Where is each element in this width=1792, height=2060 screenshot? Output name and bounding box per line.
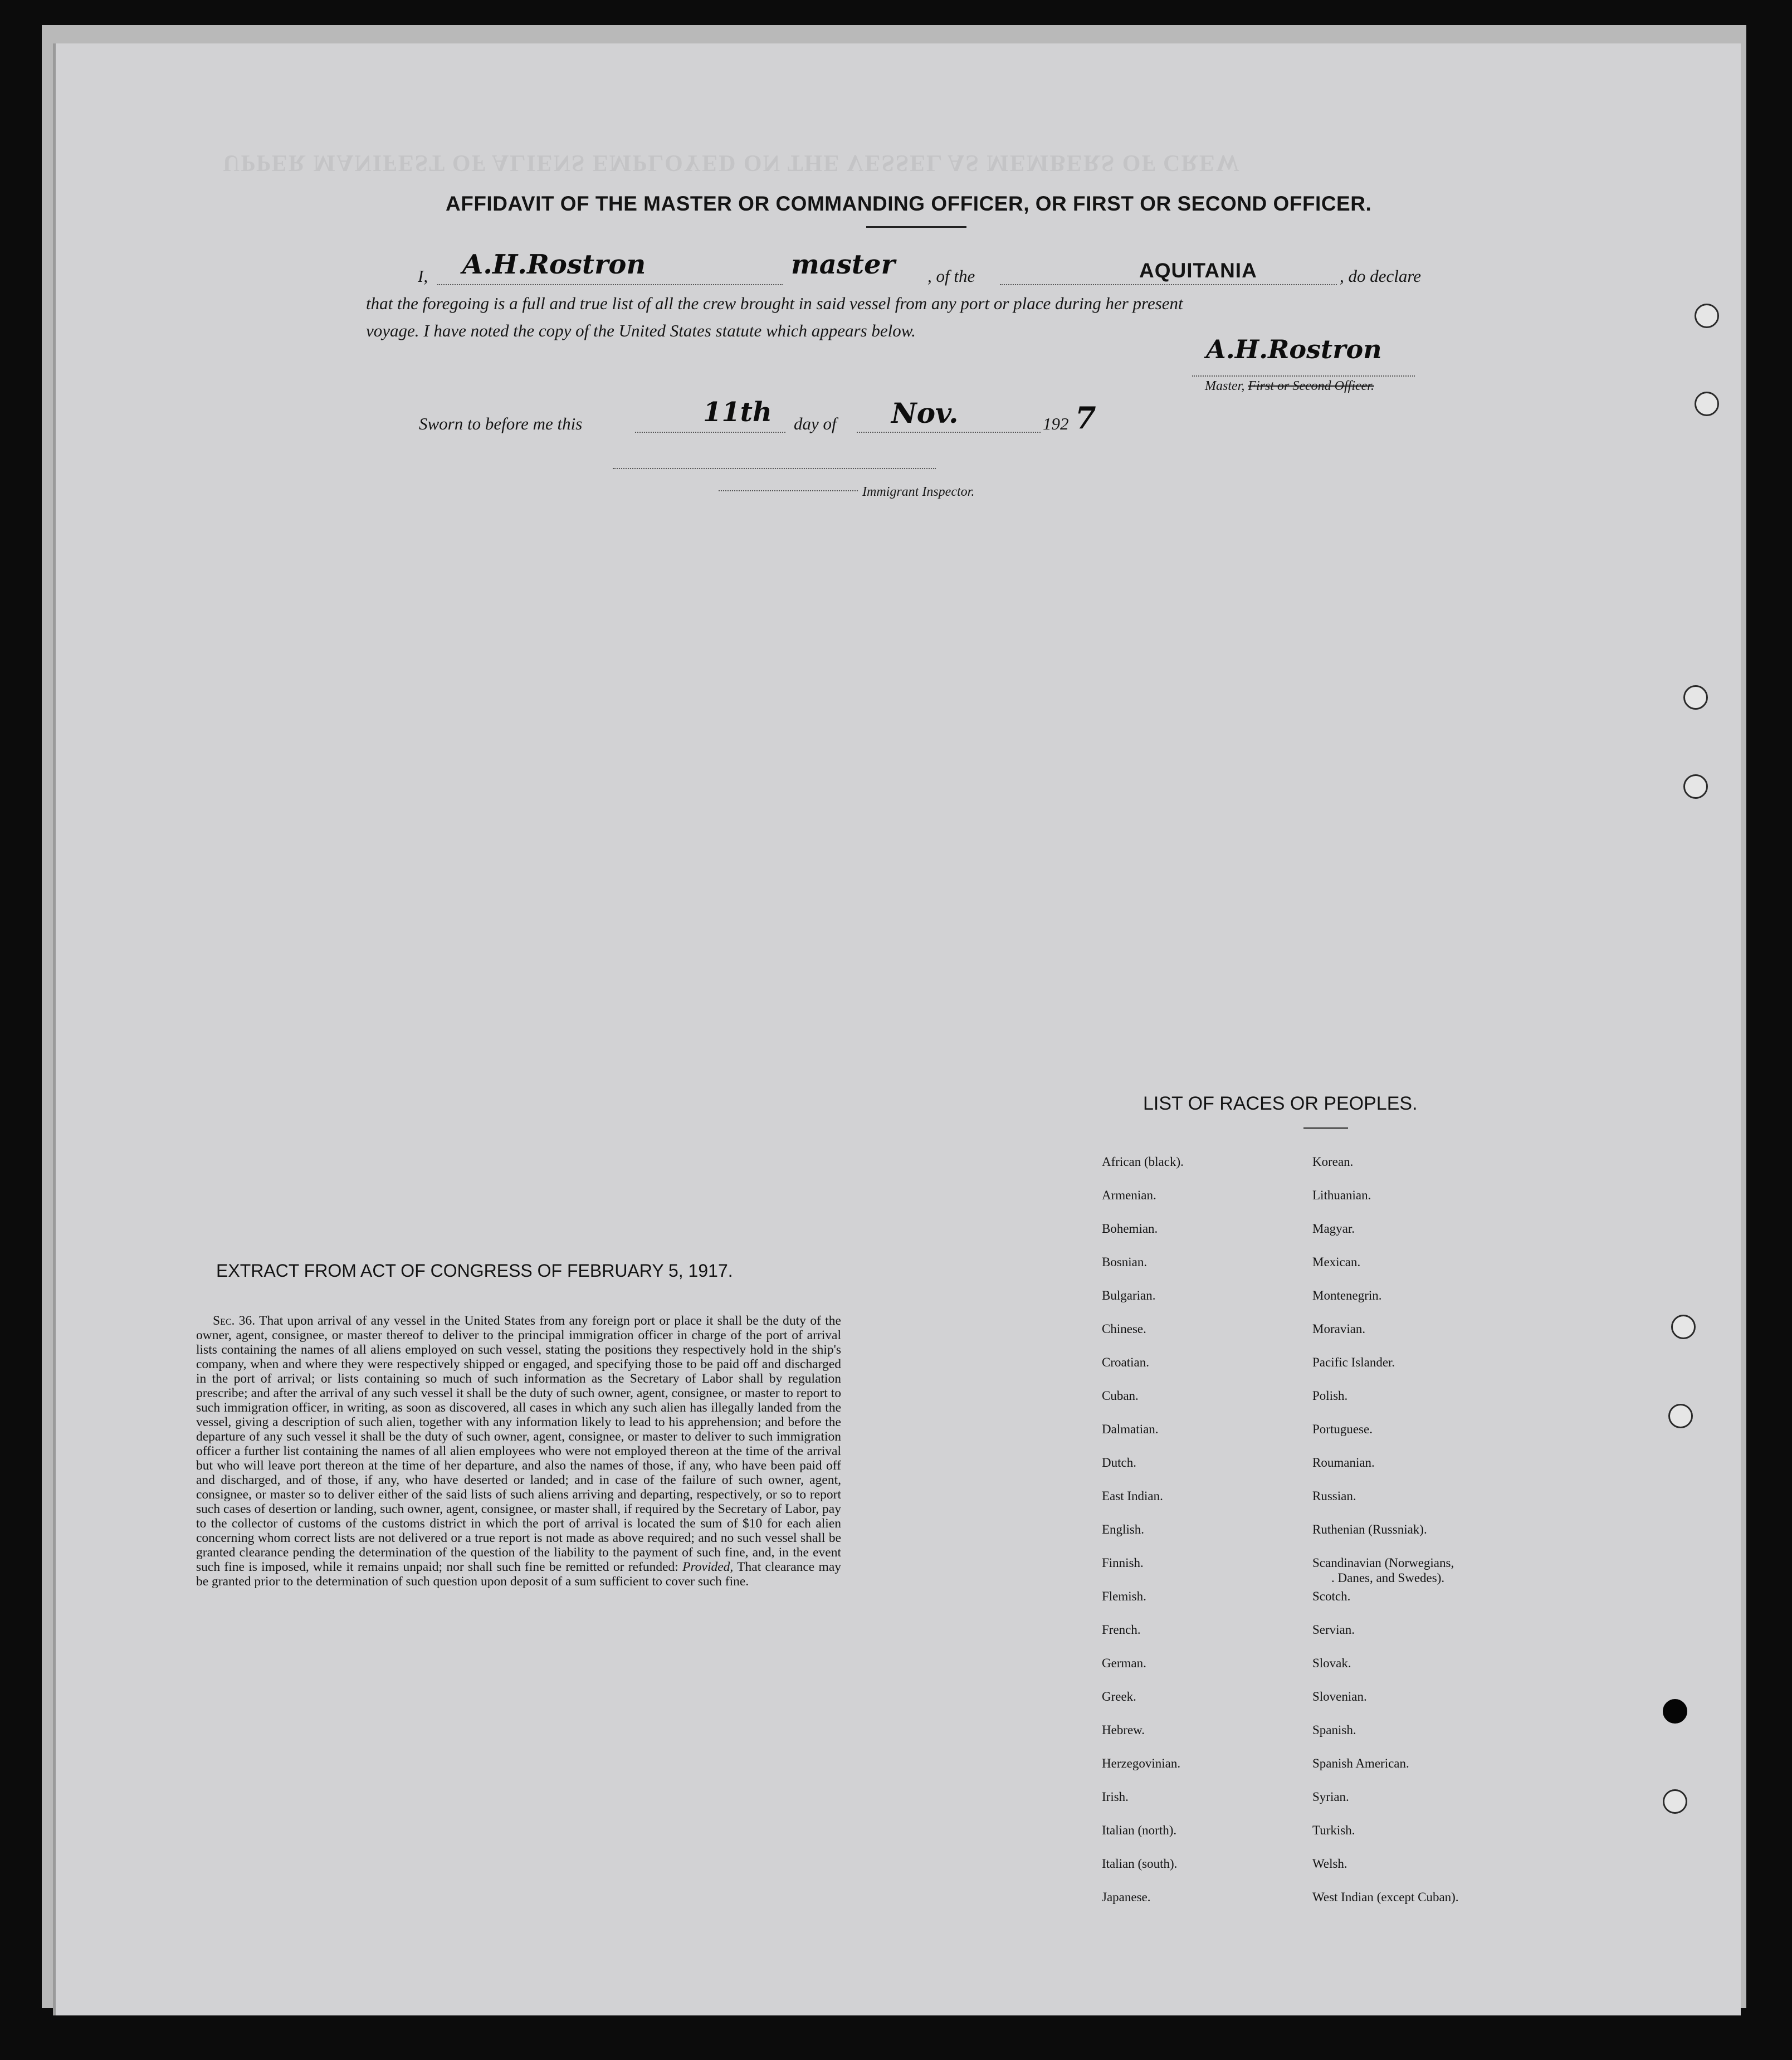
sworn-month-line <box>857 431 1041 433</box>
race-item: Ruthenian (Russniak). <box>1312 1522 1427 1536</box>
signature-caption <box>1205 379 1374 394</box>
name-fill-line <box>437 283 783 285</box>
race-item: Bulgarian. <box>1102 1288 1156 1302</box>
race-item: Armenian. <box>1102 1188 1156 1202</box>
sworn-day-line <box>635 431 785 433</box>
race-item: French. <box>1102 1623 1141 1637</box>
race-item: Roumanian. <box>1312 1456 1375 1470</box>
handwritten-year-digit: 7 <box>1075 400 1096 436</box>
race-item: Scandinavian (Norwegians, <box>1312 1556 1454 1570</box>
inspector-caption: Immigrant Inspector. <box>862 485 975 499</box>
race-item: Italian (north). <box>1102 1823 1177 1837</box>
bleed-through-text: UPPER MANIFEST OF ALIENS EMPLOYED ON THE VESSEL AS MEMBERS OF CREW <box>223 150 1241 175</box>
race-item: Mexican. <box>1312 1255 1361 1269</box>
race-item: Chinese. <box>1102 1322 1146 1336</box>
ship-fill-line <box>1000 283 1337 285</box>
extract-body <box>196 1314 841 1589</box>
affidavit-line3: voyage. I have noted the copy of the United States statute which appears below. <box>366 321 916 340</box>
race-item: Japanese. <box>1102 1890 1151 1904</box>
race-item: German. <box>1102 1656 1146 1670</box>
extract-body-part1: That upon arrival of any vessel in the United States from any foreign port or place it shall be the duty of the owner, agent, consignee, or master thereof to deliver to the principal immigration officer in charge of the port of arrival lists containing the names of all aliens employed on such vessel, stating the positions they respectively hold in the ship's company, when and where they were respectively shipped or engaged, and specifying those to be paid off and discharged in the port of arrival; or lists containing so much of such information as the Secretary of Labor shall by regulation prescribe; and after the arrival of any such vessel it shall be the duty of such owner, agent, consignee, or master to report to such immigration officer, in writing, as soon as discovered, all cases in which any such alien has illegally landed from the vessel, giving a description of such alien, together with any information likely to lead to his apprehension; and before the departure of any such vessel it shall be the duty of such owner, agent, consignee, or master to deliver to such immigration officer a further list containing the names of all alien employees who were not employed thereon at the time of the arrival but who will leave port thereon at the time of her departure, and also the names of those, if any, who have been paid off and discharged, and of those, if any, who have deserted or landed; and in case of the failure of such owner, agent, consignee, or master so to deliver either of the said lists of such aliens arriving and departing, respectively, or so to report such cases of desertion or landing, such owner, agent, consignee, or master shall, if required by the Secretary of Labor, pay to the collector of customs of the customs district in which the port of arrival is located the sum of $10 for each alien concerning whom correct lists are not delivered or a true report is not made as above required; and no such vessel shall be granted clearance pending the determination of the question of the liability to the payment of such fine, and, in the event such fine is imposed, while it remains unpaid; nor shall such fine be remitted or refunded: <box>196 1314 841 1574</box>
affidavit-title: AFFIDAVIT OF THE MASTER OR COMMANDING OFFICER, OR FIRST OR SECOND OFFICER. <box>446 192 1372 215</box>
struck-officer-caption: First or Second Officer. <box>1248 379 1374 393</box>
punch-hole <box>1663 1789 1687 1814</box>
race-item: Irish. <box>1102 1790 1129 1804</box>
of-the-label: , of the <box>927 266 975 286</box>
title-underline <box>866 226 966 228</box>
races-title-underline <box>1303 1127 1348 1129</box>
race-item: Magyar. <box>1312 1222 1355 1236</box>
handwritten-rank: master <box>791 249 895 280</box>
day-of-label: day of <box>794 414 837 433</box>
race-item: Bosnian. <box>1102 1255 1148 1269</box>
race-item: Cuban. <box>1102 1389 1139 1403</box>
race-item: Greek. <box>1102 1690 1136 1703</box>
handwritten-day: 11th <box>703 397 772 428</box>
inspector-line-2 <box>719 489 858 491</box>
race-item: Russian. <box>1312 1489 1356 1503</box>
punch-hole <box>1683 685 1708 710</box>
punch-hole <box>1671 1315 1696 1339</box>
race-item: Bohemian. <box>1102 1222 1158 1236</box>
race-item: West Indian (except Cuban). <box>1312 1890 1459 1904</box>
race-item: Montenegrin. <box>1312 1288 1382 1302</box>
inspector-line-1 <box>613 467 936 469</box>
race-item: Herzegovinian. <box>1102 1756 1181 1770</box>
master-caption: Master, <box>1205 379 1245 393</box>
race-item: Dalmatian. <box>1102 1422 1159 1436</box>
ship-name: AQUITANIA <box>1139 259 1257 282</box>
affidavit-line2: that the foregoing is a full and true list of all the crew brought in said vessel from any port or place during her present <box>366 294 1183 313</box>
punch-hole <box>1683 774 1708 799</box>
race-item: Spanish. <box>1312 1723 1356 1737</box>
race-item: Dutch. <box>1102 1456 1136 1470</box>
race-item: Scotch. <box>1312 1589 1351 1603</box>
race-item: Polish. <box>1312 1389 1348 1403</box>
race-item: Lithuanian. <box>1312 1188 1371 1202</box>
punch-hole <box>1695 392 1719 416</box>
race-item: Spanish American. <box>1312 1756 1409 1770</box>
punch-hole <box>1668 1404 1693 1428</box>
race-item: Welsh. <box>1312 1857 1347 1871</box>
year-prefix: 192 <box>1043 414 1069 433</box>
race-item: Korean. <box>1312 1155 1354 1169</box>
race-item: Turkish. <box>1312 1823 1355 1837</box>
race-item: Hebrew. <box>1102 1723 1145 1737</box>
section-label: Sec. 36. <box>213 1314 256 1328</box>
races-title: LIST OF RACES OR PEOPLES. <box>1143 1093 1418 1114</box>
master-signature: A.H.Rostron <box>1206 334 1382 364</box>
race-item: Finnish. <box>1102 1556 1144 1570</box>
signature-line <box>1192 374 1415 377</box>
race-item: Servian. <box>1312 1623 1355 1637</box>
extract-title: EXTRACT FROM ACT OF CONGRESS OF FEBRUARY 5, 1917. <box>216 1261 733 1281</box>
race-item: Slovak. <box>1312 1656 1351 1670</box>
race-item: Syrian. <box>1312 1790 1349 1804</box>
race-item: Italian (south). <box>1102 1857 1178 1871</box>
extract-body-part2: That clearance may be granted prior to the determination of such question upon deposit of a sum sufficient to cover such fine. <box>196 1560 841 1589</box>
race-item: Moravian. <box>1312 1322 1366 1336</box>
race-item: Slovenian. <box>1312 1690 1367 1703</box>
race-item: Flemish. <box>1102 1589 1146 1603</box>
race-item: Pacific Islander. <box>1312 1355 1395 1369</box>
race-item: Portuguese. <box>1312 1422 1373 1436</box>
race-item: English. <box>1102 1522 1145 1536</box>
handwritten-month: Nov. <box>891 397 959 429</box>
do-declare-label: , do declare <box>1340 266 1422 286</box>
punch-hole <box>1663 1699 1687 1724</box>
sworn-prefix: Sworn to before me this <box>419 414 583 433</box>
affidavit-line1-prefix: I, <box>418 266 428 286</box>
race-item: Croatian. <box>1102 1355 1149 1369</box>
handwritten-master-name: A.H.Rostron <box>462 249 646 280</box>
punch-hole <box>1695 304 1719 328</box>
provided-label: Provided, <box>682 1560 734 1574</box>
race-item: . Danes, and Swedes). <box>1331 1571 1445 1585</box>
race-item: African (black). <box>1102 1155 1184 1169</box>
race-item: East Indian. <box>1102 1489 1163 1503</box>
